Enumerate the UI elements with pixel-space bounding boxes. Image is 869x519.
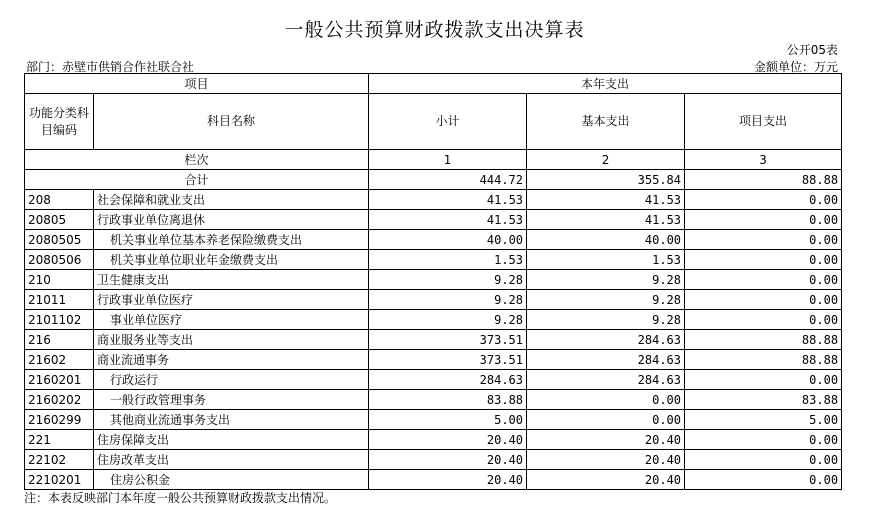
row-project: 0.00: [685, 210, 842, 230]
row-code: 208: [25, 190, 94, 210]
row-code: 2160299: [25, 410, 94, 430]
row-basic: 1.53: [527, 250, 685, 270]
table-row: [25, 410, 842, 430]
table-row: [25, 270, 842, 290]
row-name: 机关事业单位职业年金缴费支出: [94, 250, 369, 270]
column-index-3: 3: [685, 150, 842, 170]
table-row: [25, 330, 842, 350]
row-subtotal: 373.51: [369, 330, 527, 350]
header-subject-name: 科目名称: [94, 94, 369, 150]
table-row: [25, 190, 842, 210]
row-name: 商业服务业等支出: [94, 330, 369, 350]
header-project: 项目支出: [685, 94, 842, 150]
row-code: 210: [25, 270, 94, 290]
table-row: [25, 290, 842, 310]
row-project: 0.00: [685, 290, 842, 310]
row-name: 卫生健康支出: [94, 270, 369, 290]
table-body: [25, 190, 842, 490]
row-project: 0.00: [685, 470, 842, 490]
row-basic: 41.53: [527, 190, 685, 210]
header-basic: 基本支出: [527, 94, 685, 150]
row-code: 2160202: [25, 390, 94, 410]
row-subtotal: 284.63: [369, 370, 527, 390]
row-code: 2160201: [25, 370, 94, 390]
row-basic: 40.00: [527, 230, 685, 250]
table-row: [25, 470, 842, 490]
total-row: [25, 170, 842, 190]
header-item: 项目: [25, 74, 369, 94]
row-code: 2101102: [25, 310, 94, 330]
column-index-1: 1: [369, 150, 527, 170]
row-basic: 284.63: [527, 330, 685, 350]
row-subtotal: 41.53: [369, 210, 527, 230]
table-row: [25, 450, 842, 470]
table-row: [25, 310, 842, 330]
row-basic: 41.53: [527, 210, 685, 230]
row-name: 其他商业流通事务支出: [94, 410, 369, 430]
column-index-row: [25, 150, 842, 170]
row-project: 88.88: [685, 330, 842, 350]
table-row: [25, 350, 842, 370]
row-project: 0.00: [685, 250, 842, 270]
total-project: 88.88: [685, 170, 842, 190]
total-label: 合计: [25, 170, 369, 190]
row-basic: 284.63: [527, 350, 685, 370]
total-subtotal: 444.72: [369, 170, 527, 190]
row-subtotal: 40.00: [369, 230, 527, 250]
row-project: 0.00: [685, 230, 842, 250]
row-project: 0.00: [685, 270, 842, 290]
report-title: 一般公共预算财政拨款支出决算表: [284, 19, 585, 41]
row-basic: 9.28: [527, 270, 685, 290]
row-basic: 9.28: [527, 290, 685, 310]
row-name: 商业流通事务: [94, 350, 369, 370]
report-number: 公开05表: [786, 43, 838, 57]
footnote: 注：本表反映部门本年度一般公共预算财政拨款支出情况。: [24, 491, 337, 505]
header-row-columns: [25, 94, 842, 150]
row-name: 住房公积金: [94, 470, 369, 490]
table-row: [25, 250, 842, 270]
row-subtotal: 9.28: [369, 290, 527, 310]
table-row: [25, 370, 842, 390]
row-subtotal: 83.88: [369, 390, 527, 410]
row-code: 21602: [25, 350, 94, 370]
row-project: 0.00: [685, 430, 842, 450]
row-name: 住房改革支出: [94, 450, 369, 470]
row-project: 0.00: [685, 370, 842, 390]
row-basic: 20.40: [527, 470, 685, 490]
row-code: 20805: [25, 210, 94, 230]
row-subtotal: 373.51: [369, 350, 527, 370]
row-basic: 284.63: [527, 370, 685, 390]
row-project: 5.00: [685, 410, 842, 430]
row-subtotal: 41.53: [369, 190, 527, 210]
row-code: 2080506: [25, 250, 94, 270]
row-subtotal: 20.40: [369, 450, 527, 470]
table-row: [25, 230, 842, 250]
row-basic: 20.40: [527, 430, 685, 450]
row-subtotal: 9.28: [369, 310, 527, 330]
row-code: 22102: [25, 450, 94, 470]
row-project: 83.88: [685, 390, 842, 410]
row-name: 住房保障支出: [94, 430, 369, 450]
row-basic: 0.00: [527, 410, 685, 430]
expenditure-table: [24, 73, 842, 490]
row-project: 88.88: [685, 350, 842, 370]
row-subtotal: 5.00: [369, 410, 527, 430]
row-subtotal: 1.53: [369, 250, 527, 270]
row-code: 221: [25, 430, 94, 450]
department-label: 部门：赤壁市供销合作社联合社: [26, 60, 195, 74]
row-code: 2210201: [25, 470, 94, 490]
row-index-label: 栏次: [25, 150, 369, 170]
row-name: 行政事业单位离退休: [94, 210, 369, 230]
row-project: 0.00: [685, 190, 842, 210]
row-basic: 20.40: [527, 450, 685, 470]
row-code: 21011: [25, 290, 94, 310]
table-row: [25, 390, 842, 410]
row-code: 2080505: [25, 230, 94, 250]
row-basic: 9.28: [527, 310, 685, 330]
row-basic: 0.00: [527, 390, 685, 410]
header-current-year: 本年支出: [369, 74, 842, 94]
header-func-code: 功能分类科目编码: [25, 94, 94, 150]
total-basic: 355.84: [527, 170, 685, 190]
row-code: 216: [25, 330, 94, 350]
row-project: 0.00: [685, 310, 842, 330]
row-name: 一般行政管理事务: [94, 390, 369, 410]
header-subtotal: 小计: [369, 94, 527, 150]
row-name: 事业单位医疗: [94, 310, 369, 330]
row-subtotal: 20.40: [369, 470, 527, 490]
amount-unit-label: 金额单位：万元: [753, 60, 838, 74]
row-name: 社会保障和就业支出: [94, 190, 369, 210]
header-row-top: [25, 74, 842, 94]
row-subtotal: 9.28: [369, 270, 527, 290]
row-project: 0.00: [685, 450, 842, 470]
column-index-2: 2: [527, 150, 685, 170]
table-row: [25, 430, 842, 450]
row-name: 行政运行: [94, 370, 369, 390]
row-name: 行政事业单位医疗: [94, 290, 369, 310]
row-subtotal: 20.40: [369, 430, 527, 450]
row-name: 机关事业单位基本养老保险缴费支出: [94, 230, 369, 250]
table-row: [25, 210, 842, 230]
